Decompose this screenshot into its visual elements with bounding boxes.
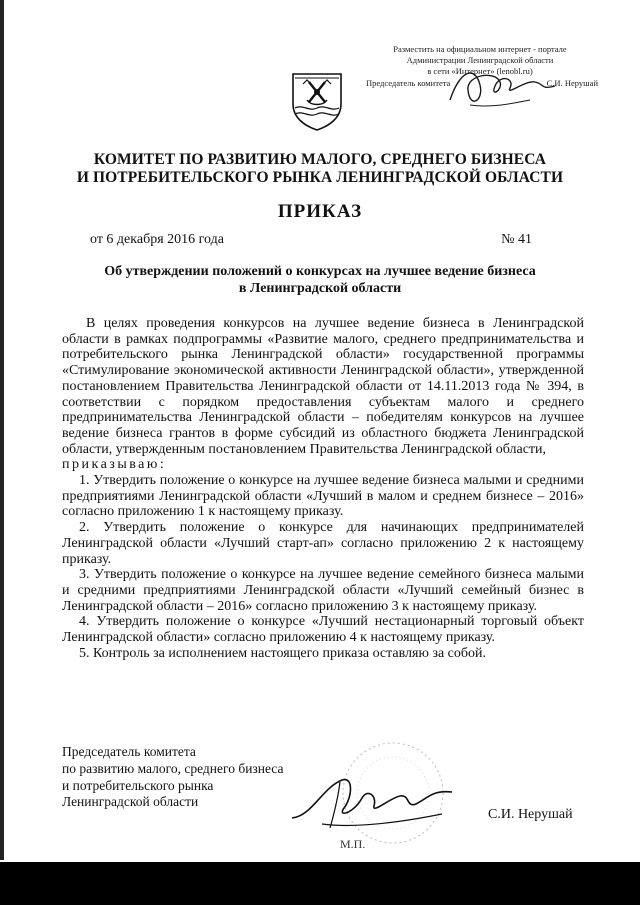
document-subject-line: Об утверждении положений о конкурсах на лучшее ведение бизнеса (104, 264, 536, 279)
order-item: 3. Утвердить положение о конкурсе на лучшее ведение семейного бизнеса малыми и средними предприятиями Ленинградской области «Лучший семейный бизнес в Ленинградской области – 2016» согласно приложению 3 к настоящему приказу. (62, 567, 584, 614)
publication-note-line: в сети «Интернет» (lenobl.ru) (427, 66, 533, 76)
signatory-title-line: Ленинградской области (62, 794, 199, 810)
document-type-title: ПРИКАЗ (277, 201, 363, 222)
preamble-paragraph: В целях проведения конкурсов на лучшее ведение бизнеса в Ленинградской области в рамках подпрограммы «Развитие малого, среднего предпринимательства и потребительского рынка Ленинградской области» государственной программы «Стимулирование экономической активности Ленинградской области», утвержденной постановлением Правительства Ленинградской области от 14.11.2013 года № 394, в соответствии с порядком предоставления субъектам малого и среднего предпринимательства Ленинградской области – победителям конкурсов на лучшее ведение бизнеса грантов в форме субсидий из областного бюджета Ленинградской области, утвержденным постановлением Правительства Ленинградской области, (62, 316, 584, 457)
signatory-title-line: Председатель комитета (62, 744, 196, 759)
order-items (62, 473, 584, 661)
document-date: от 6 декабря 2016 года (90, 232, 224, 247)
publication-note-line: Администрации Ленинградской области (406, 55, 554, 65)
order-item: 1. Утвердить положение о конкурсе на лучшее ведение бизнеса малыми и средними предприятиями Ленинградской области «Лучший в малом и среднем бизнесе – 2016» согласно приложению 1 к настоящему приказу. (62, 473, 584, 520)
order-item: 5. Контроль за исполнением настоящего приказа оставляю за собой. (79, 645, 487, 661)
order-verb: приказываю: (62, 457, 167, 473)
signatory-name: С.И. Нерушай (488, 807, 573, 822)
order-item: 2. Утвердить положение о конкурсе для начинающих предпринимателей Ленинградской области «Лучший старт-ап» согласно приложению 2 к настоящему приказу. (62, 520, 584, 567)
scan-edge (0, 0, 4, 860)
publication-note-line: Разместить на официальном интернет - портале (393, 44, 567, 54)
document-subject-line: в Ленинградской области (238, 281, 402, 296)
committee-heading-line: КОМИТЕТ ПО РАЗВИТИЮ МАЛОГО, СРЕДНЕГО БИЗНЕСА (93, 151, 547, 168)
document-number: № 41 (501, 232, 532, 247)
scan-bottom-border (0, 862, 640, 905)
coat-of-arms-icon (289, 70, 345, 132)
document-subject (0, 263, 640, 297)
document-body (62, 316, 584, 661)
handwritten-signature-icon (282, 768, 472, 838)
stamp-place-mark: М.П. (340, 837, 366, 851)
committee-heading-line: И ПОТРЕБИТЕЛЬСКОГО РЫНКА ЛЕНИНГРАДСКОЙ ОБЛАСТИ (76, 169, 564, 186)
signatory-title-line: по развитию малого, среднего бизнеса (62, 760, 284, 776)
publication-note-chair-label: Председатель комитета (366, 78, 451, 88)
order-item: 4. Утвердить положение о конкурсе «Лучший нестационарный торговый объект Ленинградской области» согласно приложению 4 к настоящему приказу. (62, 614, 584, 646)
handwritten-signature-icon (440, 60, 560, 120)
signatory-title-line: и потребительского рынка (62, 777, 214, 793)
date-number-line (90, 232, 532, 248)
committee-heading (0, 151, 640, 187)
publication-note-chair-name: С.И. Нерушай (546, 78, 598, 88)
